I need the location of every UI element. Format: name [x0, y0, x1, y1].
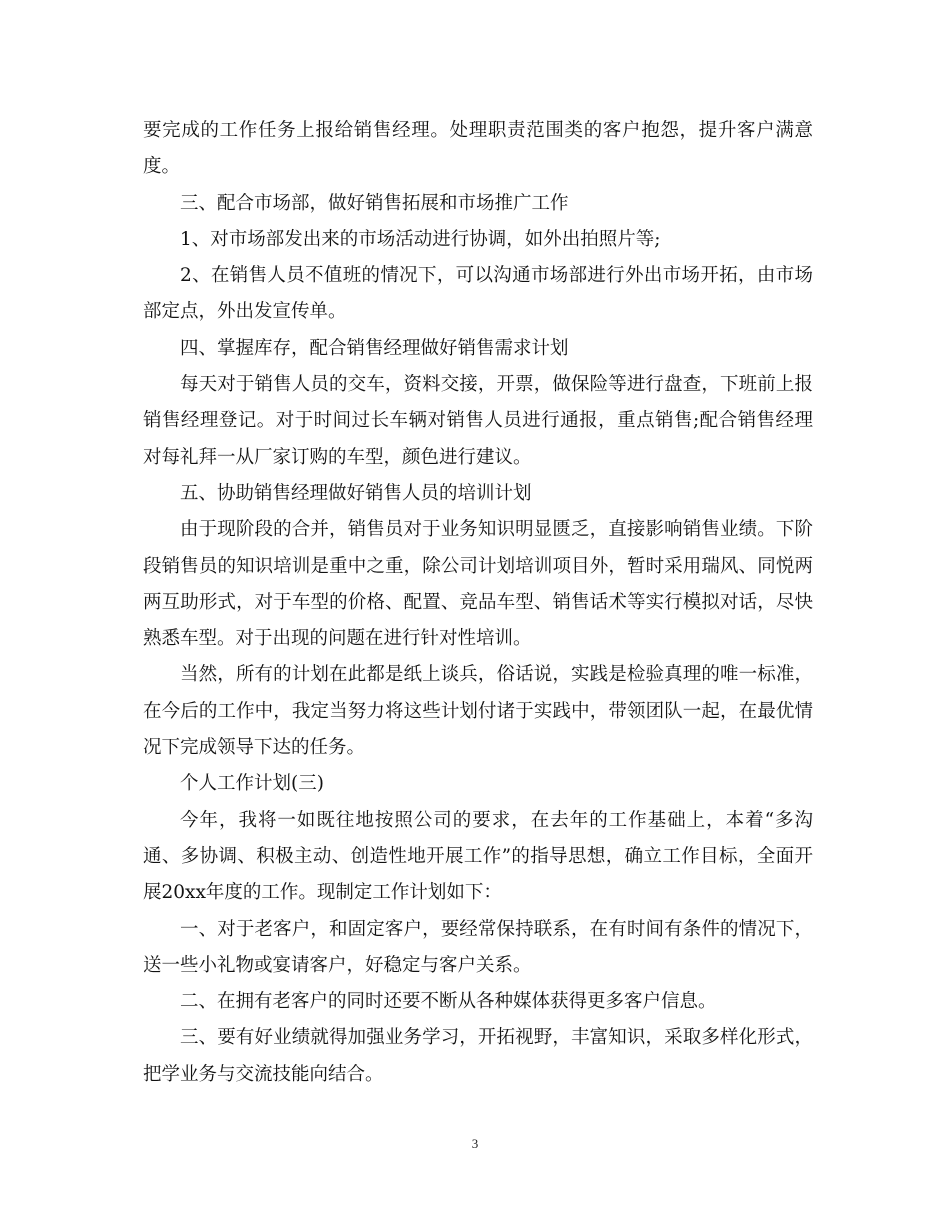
paragraph-1: 要完成的工作任务上报给销售经理。处理职责范围类的客户抱怨，提升客户满意度。 [143, 120, 813, 178]
paragraph-item-1: 1、对市场部发出来的市场活动进行协调，如外出拍照片等; [180, 228, 661, 250]
paragraph-item-2: 2、在销售人员不值班的情况下，可以沟通市场部进行外出市场开拓，由市场部定点，外出发宣传单。 [143, 265, 813, 323]
paragraph-training: 由于现阶段的合并，销售员对于业务知识明显匮乏，直接影响销售业绩。下阶段销售员的知识培训是重中之重，除公司计划培训项目外，暂时采用瑞风、同悦两两互助形式，对于车型的价格、配置、竞品车型、销售话术等实行模拟对话，尽快熟悉车型。对于出现的问题在进行针对性培训。 [143, 519, 813, 650]
paragraph-conclusion: 当然，所有的计划在此都是纸上谈兵，俗话说，实践是检验真理的唯一标准，在今后的工作中，我定当努力将这些计划付诸于实践中，带领团队一起，在最优情况下完成领导下达的任务。 [143, 664, 813, 759]
section-heading-5: 五、协助销售经理做好销售人员的培训计划 [180, 482, 532, 504]
section-heading-3: 三、配合市场部，做好销售拓展和市场推广工作 [180, 192, 569, 214]
page-number: 3 [471, 1136, 479, 1151]
plan-item-1: 一、对于老客户，和固定客户，要经常保持联系，在有时间有条件的情况下，送一些小礼物或宴请客户，好稳定与客户关系。 [143, 918, 813, 976]
paragraph-intro: 今年，我将一如既往地按照公司的要求，在去年的工作基础上，本着“多沟通、多协调、积极主动、创造性地开展工作”的指导思想，确立工作目标，全面开展20xx年度的工作。现制定工作计划如下： [143, 809, 813, 904]
paragraph-inventory: 每天对于销售人员的交车，资料交接，开票，做保险等进行盘查，下班前上报销售经理登记。对于时间过长车辆对销售人员进行通报，重点销售;配合销售经理对每礼拜一从厂家订购的车型，颜色进行建议。 [143, 374, 813, 468]
plan-item-2: 二、在拥有老客户的同时还要不断从各种媒体获得更多客户信息。 [180, 991, 717, 1013]
section-heading-4: 四、掌握库存，配合销售经理做好销售需求计划 [180, 337, 569, 359]
plan-item-3: 三、要有好业绩就得加强业务学习，开拓视野，丰富知识，采取多样化形式，把学业务与交流技能向结合。 [143, 1027, 813, 1085]
plan-title-3: 个人工作计划(三) [180, 773, 324, 795]
document-body [143, 113, 813, 1093]
